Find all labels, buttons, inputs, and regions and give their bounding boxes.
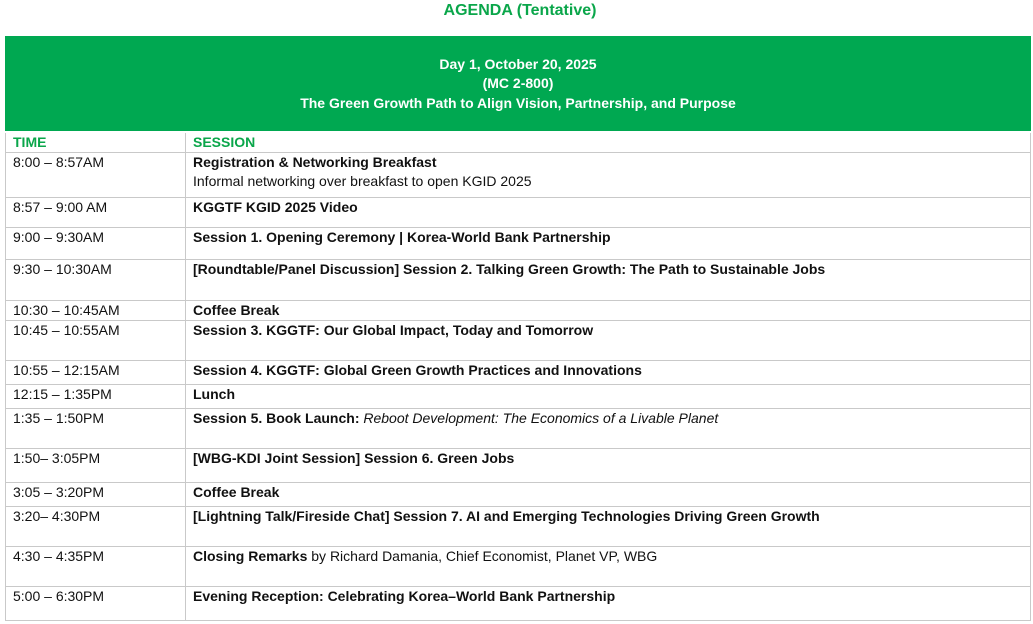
table-row bbox=[6, 409, 1031, 449]
row-session bbox=[186, 198, 1031, 228]
day-banner-cell bbox=[6, 37, 1031, 133]
row-time: 8:00 – 8:57AM bbox=[6, 153, 186, 198]
row-session bbox=[186, 385, 1031, 409]
session-title: [Roundtable/Panel Discussion] Session 2. Talking Green Growth: The Path to Sustainable Jobs bbox=[193, 261, 826, 277]
day-theme: The Green Growth Path to Align Vision, Partnership, and Purpose bbox=[300, 94, 736, 111]
session-title: [Lightning Talk/Fireside Chat] Session 7. AI and Emerging Technologies Driving Green Growth bbox=[193, 508, 820, 524]
table-row bbox=[6, 301, 1031, 321]
row-time: 9:30 – 10:30AM bbox=[6, 260, 186, 301]
table-row bbox=[6, 260, 1031, 301]
row-session bbox=[186, 547, 1031, 587]
time-column-header: TIME bbox=[6, 132, 186, 153]
session-title: Coffee Break bbox=[193, 484, 280, 500]
table-row bbox=[6, 361, 1031, 385]
table-row bbox=[6, 483, 1031, 507]
row-time: 10:30 – 10:45AM bbox=[6, 301, 186, 321]
session-column-header: SESSION bbox=[186, 132, 1031, 153]
row-session bbox=[186, 409, 1031, 449]
row-time: 1:35 – 1:50PM bbox=[6, 409, 186, 449]
row-time: 10:55 – 12:15AM bbox=[6, 361, 186, 385]
agenda-table bbox=[5, 36, 1031, 621]
day-date: Day 1, October 20, 2025 bbox=[439, 55, 597, 72]
table-row bbox=[6, 385, 1031, 409]
row-session bbox=[186, 321, 1031, 361]
table-row bbox=[6, 507, 1031, 547]
column-header-row bbox=[6, 132, 1031, 153]
row-session bbox=[186, 507, 1031, 547]
table-row bbox=[6, 547, 1031, 587]
day-banner bbox=[6, 37, 1031, 133]
session-title: KGGTF KGID 2025 Video bbox=[193, 199, 358, 215]
session-title: Evening Reception: Celebrating Korea–World Bank Partnership bbox=[193, 588, 616, 604]
row-session bbox=[186, 587, 1031, 621]
row-time: 4:30 – 4:35PM bbox=[6, 547, 186, 587]
table-row bbox=[6, 153, 1031, 198]
table-row bbox=[6, 228, 1031, 260]
session-title: Session 4. KGGTF: Global Green Growth Practices and Innovations bbox=[193, 362, 642, 378]
row-time: 12:15 – 1:35PM bbox=[6, 385, 186, 409]
row-session bbox=[186, 449, 1031, 483]
row-time: 1:50– 3:05PM bbox=[6, 449, 186, 483]
table-row bbox=[6, 449, 1031, 483]
table-row bbox=[6, 587, 1031, 621]
row-time: 9:00 – 9:30AM bbox=[6, 228, 186, 260]
session-title: Session 1. Opening Ceremony | Korea-World Bank Partnership bbox=[193, 229, 611, 245]
session-title: [WBG-KDI Joint Session] Session 6. Green Jobs bbox=[193, 450, 515, 466]
row-session bbox=[186, 483, 1031, 507]
agenda-title: AGENDA (Tentative) bbox=[443, 2, 597, 19]
day-room: (MC 2-800) bbox=[482, 75, 554, 92]
row-time: 5:00 – 6:30PM bbox=[6, 587, 186, 621]
session-title: Registration & Networking Breakfast bbox=[193, 154, 437, 170]
row-time: 3:05 – 3:20PM bbox=[6, 483, 186, 507]
session-title: Session 3. KGGTF: Our Global Impact, Today and Tomorrow bbox=[193, 322, 594, 338]
row-time: 10:45 – 10:55AM bbox=[6, 321, 186, 361]
table-row bbox=[6, 198, 1031, 228]
row-time: 8:57 – 9:00 AM bbox=[6, 198, 186, 228]
session-title: Closing Remarks bbox=[193, 548, 308, 564]
book-title: Reboot Development: The Economics of a Livable Planet bbox=[359, 410, 719, 426]
session-title: Lunch bbox=[193, 386, 235, 402]
session-title: Coffee Break bbox=[193, 302, 280, 318]
session-title: Session 5. Book Launch: bbox=[193, 410, 360, 426]
session-description: Informal networking over breakfast to open KGID 2025 bbox=[193, 173, 532, 189]
row-session bbox=[186, 361, 1031, 385]
table-row bbox=[6, 321, 1031, 361]
row-session bbox=[186, 301, 1031, 321]
session-speaker: by Richard Damania, Chief Economist, Planet VP, WBG bbox=[307, 548, 658, 564]
row-session bbox=[186, 228, 1031, 260]
row-session bbox=[186, 153, 1031, 198]
row-time: 3:20– 4:30PM bbox=[6, 507, 186, 547]
row-session bbox=[186, 260, 1031, 301]
